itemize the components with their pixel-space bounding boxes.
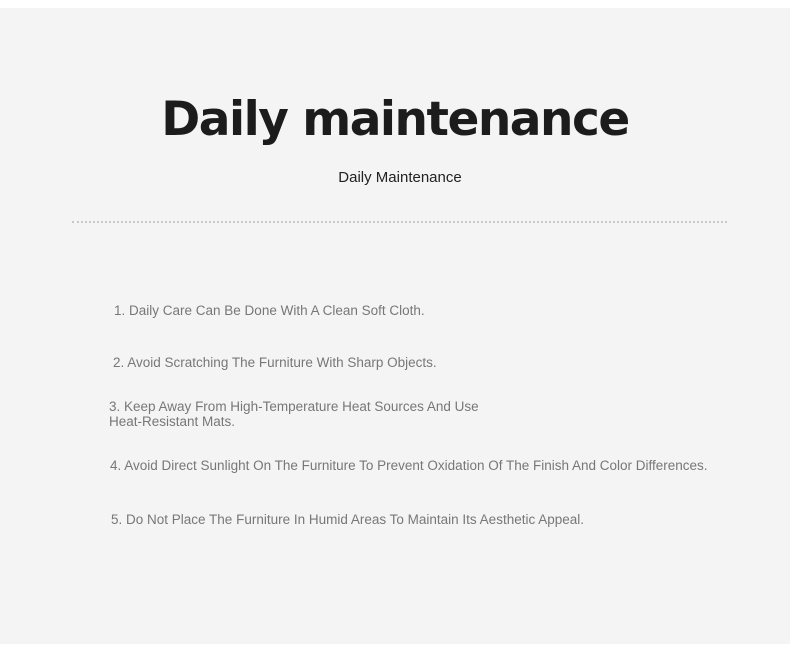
maintenance-tip-5: 5. Do Not Place The Furniture In Humid Areas To Maintain Its Aesthetic Appeal.: [111, 512, 585, 527]
dotted-divider: [72, 221, 727, 223]
maintenance-tip-3: 3. Keep Away From High-Temperature Heat Sources And Use Heat-Resistant Mats.: [109, 399, 479, 429]
maintenance-tip-2: 2. Avoid Scratching The Furniture With Sharp Objects.: [113, 355, 437, 370]
page-title: Daily maintenance: [161, 92, 629, 147]
maintenance-tip-4: 4. Avoid Direct Sunlight On The Furniture To Prevent Oxidation Of The Finish And Color Differences.: [110, 458, 708, 473]
maintenance-tip-1: 1. Daily Care Can Be Done With A Clean Soft Cloth.: [114, 303, 425, 318]
page-subtitle: Daily Maintenance: [338, 169, 462, 186]
